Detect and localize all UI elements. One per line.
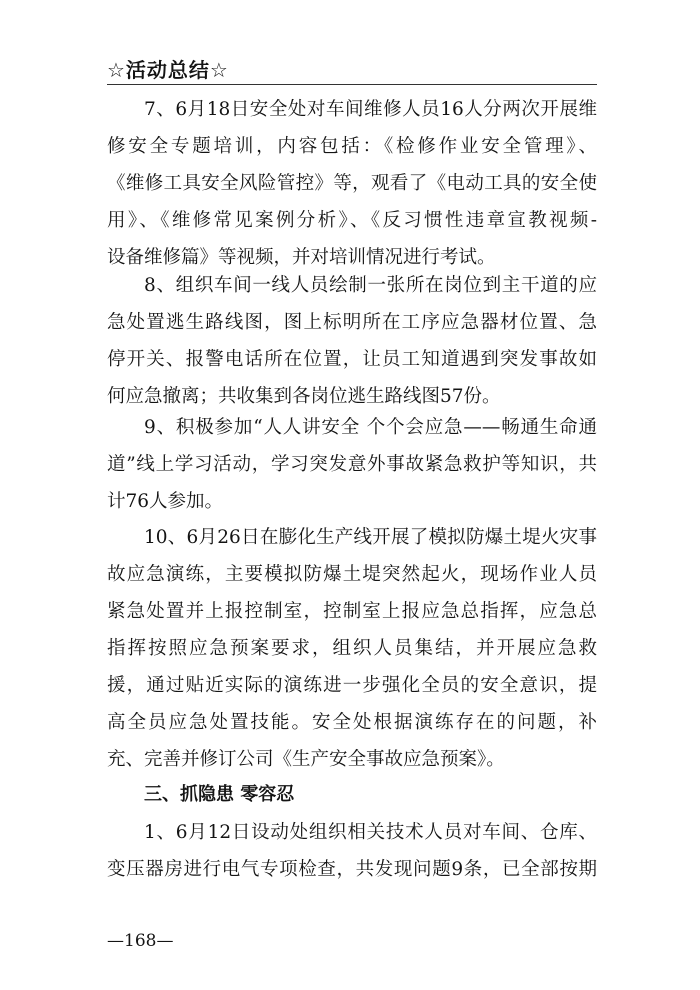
text-line: 修安全专题培训，内容包括：《检修作业安全管理》、 [107,136,597,157]
header-title: ☆活动总结☆ [107,58,229,82]
text-line: 高全员应急处置技能。安全处根据演练存在的问题，补 [107,712,597,733]
text-line: 变压器房进行电气专项检查，共发现问题9条，已全部按期 [107,859,597,880]
text-line: 8、组织车间一线人员绘制一张所在岗位到主干道的应 [144,275,597,296]
text-line: 指挥按照应急预案要求，组织人员集结，并开展应急救 [107,638,597,659]
text-line: 紧急处置并上报控制室，控制室上报应急总指挥，应急总 [107,601,597,622]
paragraph-item-section-1 [107,814,597,888]
paragraph-item-8 [107,267,597,415]
text-line: 9、积极参加“人人讲安全 个个会应急——畅通生命通 [144,417,597,438]
text-line: 1、6月12日设动处组织相关技术人员对车间、仓库、 [144,822,597,843]
text-line: 援，通过贴近实际的演练进一步强化全员的安全意识，提 [107,675,597,696]
text-line: 故应急演练，主要模拟防爆土堤突然起火，现场作业人员 [107,564,597,585]
paragraph-item-7 [107,91,597,276]
page-number: —168— [107,931,174,951]
text-line: 道”线上学习活动，学习突发意外事故紧急救护等知识，共 [107,454,597,475]
paragraph-item-9 [107,409,597,520]
text-line: 停开关、报警电话所在位置，让员工知道遇到突发事故如 [107,349,597,370]
section-heading: 三、抓隐患 零容忍 [144,784,295,805]
text-line: 7、6月18日安全处对车间维修人员16人分两次开展维 [144,99,597,120]
page-header [107,58,597,85]
text-line: 充、完善并修订公司《生产安全事故应急预案》。 [107,749,505,770]
text-line: 计76人参加。 [107,491,224,512]
paragraph-item-10 [107,519,597,778]
text-line: 何应急撤离；共收集到各岗位逃生路线图57份。 [107,386,501,407]
text-line: 《维修工具安全风险管控》等，观看了《电动工具的安全使 [107,173,597,194]
text-line: 10、6月26日在膨化生产线开展了模拟防爆土堤火灾事 [144,527,597,548]
text-line: 急处置逃生路线图，图上标明所在工序应急器材位置、急 [107,312,597,333]
text-line: 用》、《维修常见案例分析》、《反习惯性违章宣教视频- [107,210,597,231]
text-line: 设备维修篇》等视频，并对培训情况进行考试。 [107,247,496,268]
